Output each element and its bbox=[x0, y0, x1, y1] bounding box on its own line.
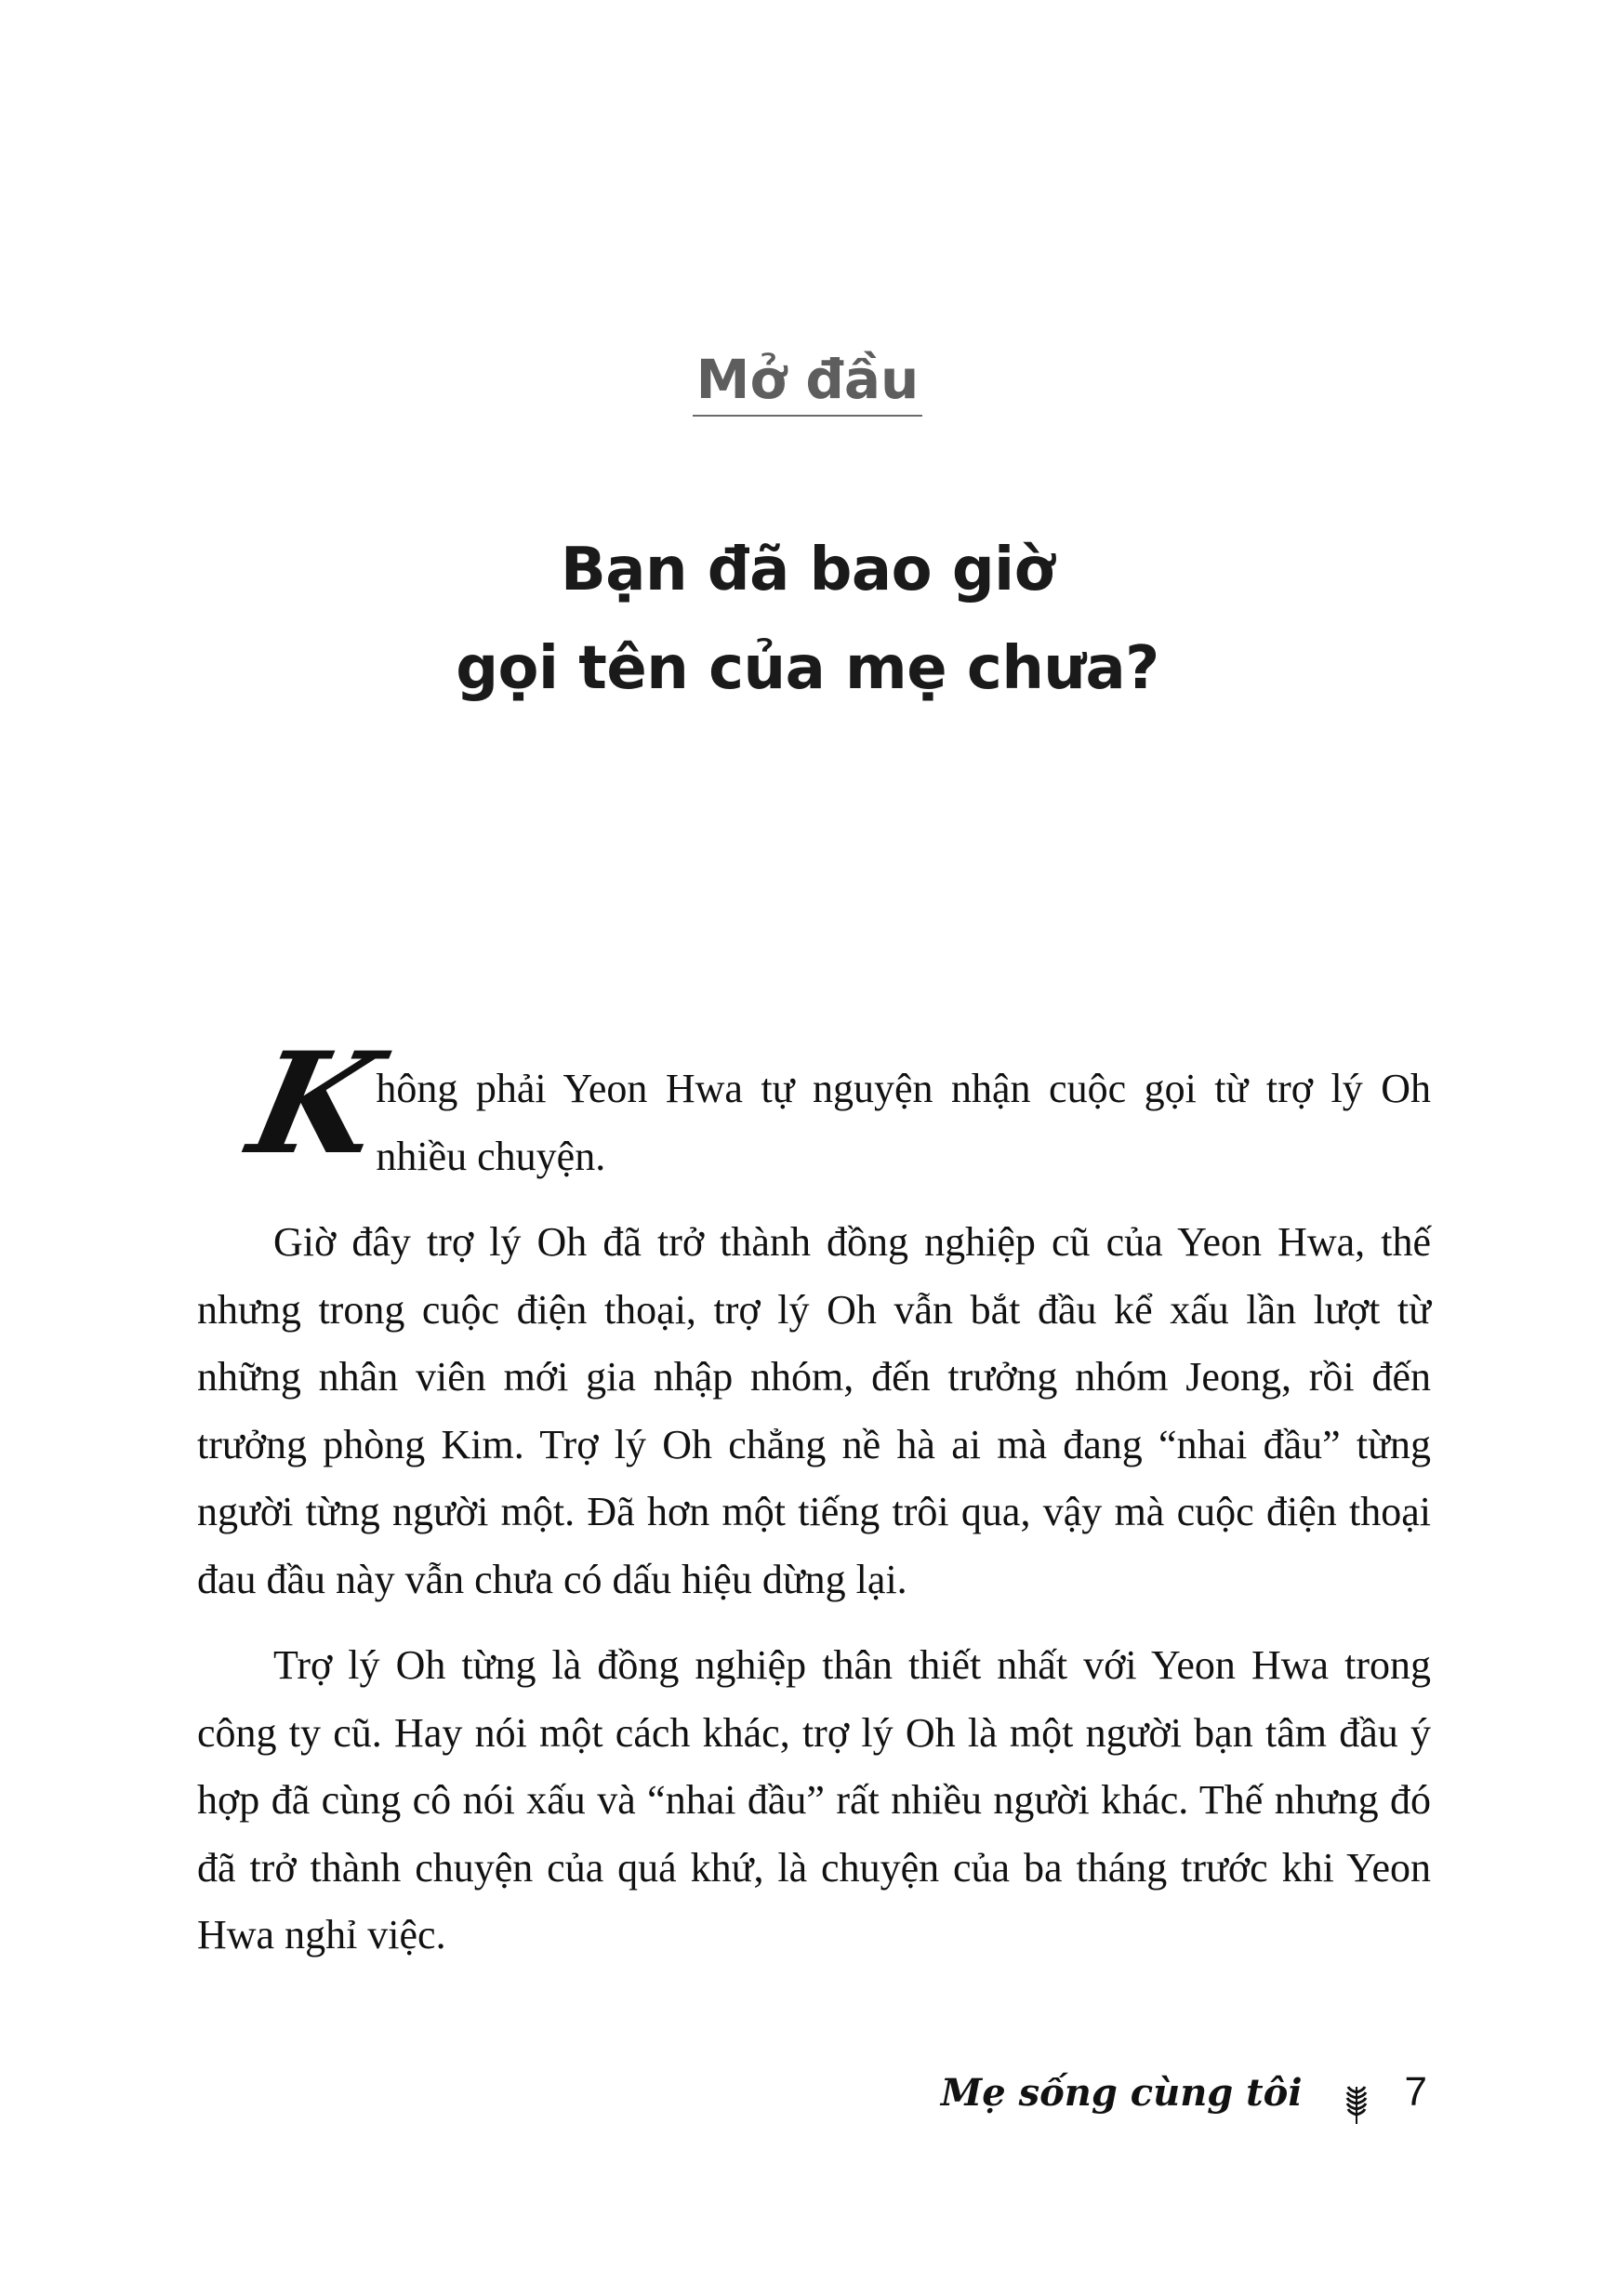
paragraph-2: Giờ đây trợ lý Oh đã trở thành đồng nghiệp cũ của Yeon Hwa, thế nhưng trong cuộc điện thoại, trợ lý Oh vẫn bắt đầu kể xấu lần lượt từ những nhân viên mới gia nhập nhóm, đến trưởng nhóm Jeong, rồi đến trưởng phòng Kim. Trợ lý Oh chẳng nề hà ai mà đang “nhai đầu” từng người từng người một. Đã hơn một tiếng trôi qua, vậy mà cuộc điện thoại đau đầu này vẫn chưa có dấu hiệu dừng lại. bbox=[197, 1219, 1431, 1602]
page-footer bbox=[0, 2055, 1427, 2130]
page-number: 7 bbox=[1404, 2069, 1427, 2115]
running-title: Mẹ sống cùng tôi bbox=[940, 2071, 1303, 2115]
chapter-title bbox=[0, 521, 1615, 718]
section-label-text: Mở đầu bbox=[693, 346, 923, 417]
drop-cap: K bbox=[237, 1022, 394, 1186]
chapter-title-line-1: Bạn đã bao giờ bbox=[560, 536, 1055, 604]
paragraph-1-text: hông phải Yeon Hwa tự nguyện nhận cuộc gọi từ trợ lý Oh nhiều chuyện. bbox=[376, 1066, 1431, 1179]
section-label bbox=[0, 346, 1615, 417]
chapter-title-line-2: gọi tên của mẹ chưa? bbox=[456, 634, 1159, 703]
body-text bbox=[197, 1022, 1431, 1988]
paragraph-1 bbox=[197, 1022, 1431, 1190]
leaf-sprig-icon bbox=[1345, 2076, 1368, 2117]
paragraph-3: Trợ lý Oh từng là đồng nghiệp thân thiết nhất với Yeon Hwa trong công ty cũ. Hay nói một cách khác, trợ lý Oh là một người bạn tâm đầu ý hợp đã cùng cô nói xấu và “nhai đầu” rất nhiều người khác. Thế nhưng đó đã trở thành chuyện của quá khứ, là chuyện của ba tháng trước khi Yeon Hwa nghỉ việc. bbox=[197, 1642, 1431, 1958]
